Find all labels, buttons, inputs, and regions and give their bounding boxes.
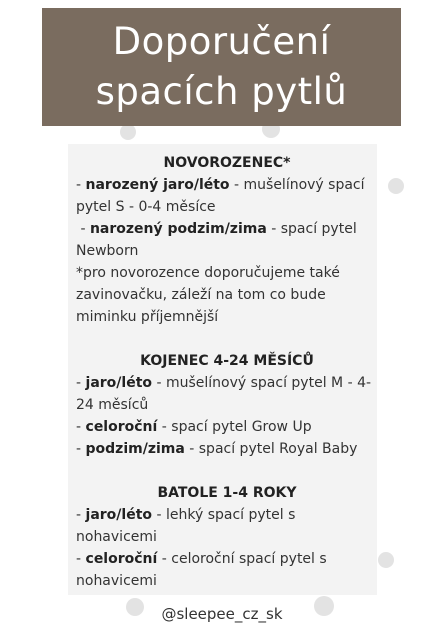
- list-item: - podzim/zima - spací pytel Royal Baby: [76, 441, 358, 457]
- title-line-1: Doporučení: [112, 20, 331, 63]
- item-label: celoroční: [85, 551, 158, 567]
- item-description: - spací pytel Grow Up: [157, 419, 312, 435]
- item-description: - mušelínový spací pytel M - 4-24 měsíců: [76, 375, 372, 413]
- section-note: *pro novorozence doporučujeme také zavinovačku, záleží na tom co bude miminku příjemnější: [76, 265, 340, 325]
- list-item: - jaro/léto - lehký spací pytel s nohavicemi: [76, 507, 296, 545]
- item-description: - lehký spací pytel s nohavicemi: [76, 507, 296, 545]
- item-label: jaro/léto: [85, 375, 153, 391]
- list-item: - narozený podzim/zima - spací pytel Newborn: [76, 221, 357, 259]
- background-dot: [120, 124, 136, 140]
- section-heading-toddler: BATOLE 1-4 ROKY: [157, 485, 297, 501]
- list-item: - narozený jaro/léto - mušelínový spací pytel S - 0-4 měsíce: [76, 177, 365, 215]
- item-label: podzim/zima: [85, 441, 185, 457]
- item-label: narozený podzim/zima: [89, 221, 267, 237]
- section-heading-newborn: NOVOROZENEC*: [163, 155, 291, 171]
- title-line-2: spacích pytlů: [95, 70, 348, 113]
- item-label: celoroční: [85, 419, 158, 435]
- title-banner: [42, 8, 401, 126]
- item-description: - celoroční spací pytel s nohavicemi: [76, 551, 327, 589]
- section-heading-infant: KOJENEC 4-24 MĚSÍCŮ: [140, 353, 314, 369]
- background-dot: [378, 552, 394, 568]
- item-description: - spací pytel Newborn: [76, 221, 357, 259]
- item-description: - spací pytel Royal Baby: [184, 441, 358, 457]
- list-item: - celoroční - spací pytel Grow Up: [76, 419, 312, 435]
- recommendations-text: [76, 152, 378, 592]
- list-item: - celoroční - celoroční spací pytel s nohavicemi: [76, 551, 327, 589]
- item-description: - mušelínový spací pytel S - 0-4 měsíce: [76, 177, 365, 215]
- item-label: jaro/léto: [85, 507, 153, 523]
- background-dot: [388, 178, 404, 194]
- social-handle: @sleepee_cz_sk: [161, 605, 283, 623]
- list-item: - jaro/léto - mušelínový spací pytel M - 4-24 měsíců: [76, 375, 372, 413]
- item-label: narozený jaro/léto: [85, 177, 230, 193]
